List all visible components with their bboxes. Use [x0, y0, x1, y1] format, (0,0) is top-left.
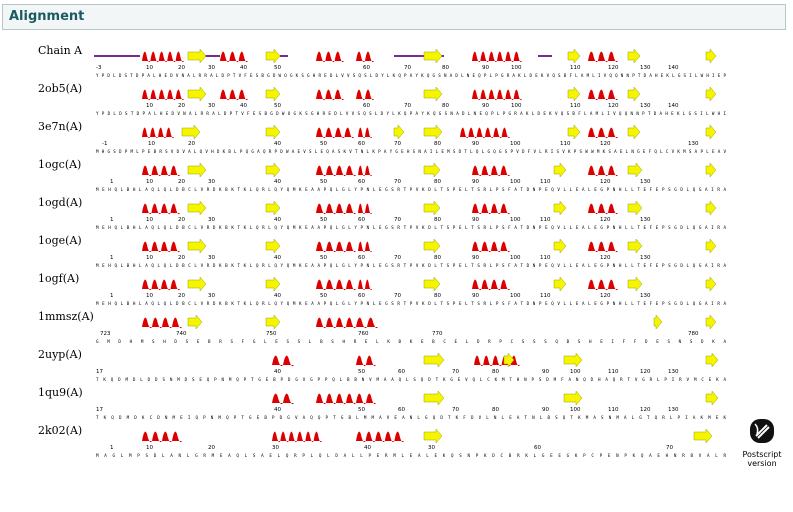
residue-tick-label: 100 — [510, 179, 521, 185]
residue-tick-label: 70 — [394, 179, 401, 185]
helix-mark — [358, 166, 372, 176]
residue-tick-label: 90 — [472, 217, 479, 223]
residue-tick-label: 130 — [688, 141, 699, 147]
secondary-structure-track — [94, 419, 734, 458]
helix-mark — [472, 280, 510, 290]
title-bar — [2, 4, 786, 30]
helix-mark — [272, 394, 294, 404]
residue-tick-label: 120 — [600, 293, 611, 299]
helix-mark — [588, 128, 618, 138]
residue-tick-label: 70 — [394, 141, 401, 147]
secondary-structure-track — [94, 39, 734, 78]
residue-tick-label: 110 — [540, 217, 551, 223]
residue-tick-label: 60 — [363, 65, 370, 71]
residue-tick-label: 50 — [320, 179, 327, 185]
helix-mark — [588, 166, 618, 176]
residue-tick-label: 60 — [358, 293, 365, 299]
strand-arrow — [182, 125, 200, 139]
strand-arrow — [554, 201, 566, 215]
strand-arrow — [628, 277, 642, 291]
residue-tick-label: 80 — [434, 217, 441, 223]
row-label: 2k02(A) — [38, 424, 83, 437]
sequence-text: MAGLMPSDLANLGRMEAQLSAELQRPLQLDALLPERMLEALEKQSNPKDCBRKLGEEGKPCPENPKQAEHNRBVALR — [96, 453, 726, 458]
residue-tick-label: 30 — [272, 445, 279, 451]
strand-arrow — [706, 87, 716, 101]
helix-mark — [316, 318, 356, 328]
helix-mark — [460, 128, 510, 138]
residue-tick-label: 20 — [178, 255, 185, 261]
sequence-text: MHGSDPMLPEBRSVDVALQVHDKBLPQGAQRPDWAEVSLEQASKVTNLKPAYGEHSNAILEMSDTLQLGQGSPVDFVLRISVKPSWWMKSAELNGEFQLCVKMSAPLEAV — [96, 149, 726, 154]
residue-tick-label: 20 — [178, 179, 185, 185]
residue-tick-label: 60 — [398, 407, 405, 413]
row-label: 1qu9(A) — [38, 386, 83, 399]
strand-arrow — [706, 315, 716, 329]
helix-mark — [142, 166, 180, 176]
residue-tick-label: 80 — [434, 255, 441, 261]
strand-arrow — [266, 315, 280, 329]
strand-arrow — [424, 353, 444, 367]
secondary-structure-track — [94, 77, 734, 116]
row-label: 1ogd(A) — [38, 196, 83, 209]
strand-arrow — [266, 87, 280, 101]
residue-tick-label: 50 — [320, 217, 327, 223]
strand-arrow — [266, 125, 280, 139]
residue-tick-label: 750 — [266, 331, 277, 337]
secondary-structure-track — [94, 191, 734, 230]
strand-arrow — [424, 49, 442, 63]
residue-tick-label: 100 — [510, 293, 521, 299]
alignment-row — [0, 424, 740, 459]
residue-tick-label: 130 — [668, 407, 679, 413]
residue-tick-label: 10 — [146, 445, 153, 451]
row-label: 3e7n(A) — [38, 120, 83, 133]
residue-tick-label: 40 — [274, 369, 281, 375]
strand-arrow — [568, 125, 580, 139]
residue-tick-label: 70 — [394, 255, 401, 261]
helix-mark — [356, 432, 404, 442]
residue-tick-label: 780 — [688, 331, 699, 337]
residue-tick-label: 723 — [100, 331, 111, 337]
alignment-row — [0, 386, 740, 421]
residue-tick-label: 1 — [110, 255, 114, 261]
residue-tick-label: 70 — [452, 407, 459, 413]
strand-arrow — [188, 277, 206, 291]
residue-tick-label: 110 — [560, 141, 571, 147]
residue-tick-label: 30 — [208, 217, 215, 223]
residue-tick-label: 10 — [146, 293, 153, 299]
residue-tick-label: 110 — [540, 255, 551, 261]
residue-tick-label: 10 — [146, 103, 153, 109]
residue-tick-label: 20 — [178, 65, 185, 71]
residue-tick-label: 50 — [274, 65, 281, 71]
helix-mark — [316, 128, 354, 138]
helix-mark — [316, 204, 356, 214]
strand-arrow — [266, 239, 280, 253]
helix-mark — [588, 280, 618, 290]
residue-tick-label: 50 — [274, 103, 281, 109]
residue-tick-label: 90 — [482, 65, 489, 71]
postscript-label-line2[interactable]: version — [747, 459, 777, 468]
residue-tick-label: 60 — [363, 103, 370, 109]
residue-tick-label: 110 — [570, 65, 581, 71]
row-label: 2ob5(A) — [38, 82, 83, 95]
residue-tick-label: 90 — [542, 369, 549, 375]
residue-tick-label: 60 — [358, 141, 365, 147]
strand-arrow — [424, 163, 440, 177]
alignment-row — [0, 82, 740, 117]
helix-mark — [142, 280, 180, 290]
residue-tick-label: 70 — [394, 217, 401, 223]
residue-tick-label: -3 — [96, 65, 102, 71]
residue-tick-label: 60 — [358, 255, 365, 261]
strand-arrow — [188, 239, 206, 253]
residue-tick-label: 760 — [358, 331, 369, 337]
helix-mark — [272, 432, 322, 442]
residue-tick-label: 70 — [404, 65, 411, 71]
residue-tick-label: 20 — [178, 293, 185, 299]
residue-tick-label: 30 — [208, 65, 215, 71]
residue-tick-label: 40 — [274, 217, 281, 223]
residue-tick-label: 80 — [492, 369, 499, 375]
residue-tick-label: 40 — [274, 407, 281, 413]
secondary-structure-track — [94, 229, 734, 268]
alignment-row — [0, 272, 740, 307]
residue-tick-label: 770 — [432, 331, 443, 337]
residue-tick-label: 30 — [208, 103, 215, 109]
sequence-text: TKQDMDKCDNMEIQPNMQPTGEBPDGVAQQPTGBLMMAVEANLGQDTKFDVLNLEATNLBSQTKMASNMALGTQRLPIAKMEK — [96, 415, 727, 420]
residue-tick-label: 120 — [600, 255, 611, 261]
helix-mark — [356, 318, 378, 328]
sequence-text: GMDHMSHDSEBRSFGLESSLBSHRELKBKEBCELDRPCSSSQBSHEIFFDESNSDKA — [96, 339, 727, 344]
secondary-structure-track — [94, 267, 734, 306]
alignment-row — [0, 196, 740, 231]
residue-tick-label: 1 — [110, 445, 114, 451]
strand-arrow — [706, 277, 716, 291]
residue-tick-label: 80 — [492, 407, 499, 413]
strand-arrow — [266, 49, 280, 63]
residue-tick-label: 50 — [358, 407, 365, 413]
strand-arrow — [706, 391, 718, 405]
residue-tick-label: 130 — [640, 217, 651, 223]
residue-tick-label: 130 — [640, 179, 651, 185]
strand-arrow — [266, 163, 280, 177]
residue-tick-label: 70 — [452, 369, 459, 375]
residue-tick-label: 90 — [482, 103, 489, 109]
strand-arrow — [568, 49, 580, 63]
helix-mark — [272, 356, 294, 366]
residue-tick-label: 1 — [110, 217, 114, 223]
residue-tick-label: 40 — [274, 293, 281, 299]
strand-arrow — [424, 277, 440, 291]
residue-tick-label: 110 — [540, 179, 551, 185]
residue-tick-label: 100 — [510, 217, 521, 223]
alignment-row — [0, 158, 740, 193]
strand-arrow — [706, 353, 718, 367]
helix-mark — [588, 204, 618, 214]
alignment-row — [0, 44, 740, 79]
residue-tick-label: 40 — [274, 179, 281, 185]
residue-tick-label: 110 — [608, 369, 619, 375]
residue-tick-label: 10 — [148, 141, 155, 147]
residue-tick-label: 100 — [570, 407, 581, 413]
residue-tick-label: 140 — [668, 103, 679, 109]
helix-mark — [142, 242, 180, 252]
strand-arrow — [628, 201, 642, 215]
strand-arrow — [394, 125, 404, 139]
residue-tick-label: 100 — [511, 103, 522, 109]
sequence-text: YPDLDSTDPALHEDVNALRRALDPTVFESBGDWOGKSGHREDLVVSQSLDYLKQPAYKQGSNADLNEQPLPGRAKLDEKVQSBFLAMLIVQQNNPTDAHEKLGSILWHI — [96, 111, 727, 116]
residue-tick-label: 130 — [668, 369, 679, 375]
residue-tick-label: 120 — [640, 407, 651, 413]
strand-arrow — [188, 87, 206, 101]
strand-arrow — [188, 163, 206, 177]
residue-tick-label: 100 — [511, 65, 522, 71]
residue-tick-label: 10 — [146, 179, 153, 185]
helix-mark — [220, 90, 248, 100]
helix-mark — [356, 52, 374, 62]
strand-arrow — [424, 429, 442, 443]
sequence-text: MEHQLBHLAQLQLDBCLVRDKBKTKLQRLQYQMKEAAPQLGLYPNLEGSRTPVKDLTSPELTSRLPSFATDNPEQVLLEALEGPNHLLTEFEPSGDLQGAIRA — [96, 225, 726, 230]
strand-arrow — [706, 163, 716, 177]
residue-tick-label: 70 — [394, 293, 401, 299]
residue-tick-label: -1 — [102, 141, 108, 147]
residue-tick-label: 20 — [208, 445, 215, 451]
residue-tick-label: 110 — [570, 103, 581, 109]
residue-tick-label: 1 — [110, 179, 114, 185]
residue-tick-label: 20 — [178, 217, 185, 223]
postscript-label[interactable] — [742, 450, 782, 468]
helix-mark — [358, 128, 372, 138]
secondary-structure-track — [94, 153, 734, 192]
row-label: 1mmsz(A) — [38, 310, 94, 323]
residue-tick-label: 60 — [358, 217, 365, 223]
row-label: Chain A — [38, 44, 83, 57]
residue-tick-label: 90 — [472, 179, 479, 185]
strand-arrow — [424, 239, 440, 253]
helix-mark — [356, 356, 376, 366]
residue-tick-label: 60 — [358, 179, 365, 185]
residue-tick-label: 100 — [510, 255, 521, 261]
residue-tick-label: 50 — [320, 141, 327, 147]
helix-mark — [358, 242, 372, 252]
strand-arrow — [694, 429, 712, 443]
residue-tick-label: 10 — [146, 65, 153, 71]
residue-tick-label: 130 — [640, 255, 651, 261]
residue-tick-label: 100 — [510, 141, 521, 147]
strand-arrow — [706, 201, 716, 215]
strand-arrow — [554, 277, 566, 291]
helix-mark — [588, 242, 618, 252]
residue-tick-label: 120 — [600, 217, 611, 223]
strand-arrow — [424, 87, 442, 101]
row-label: 2uyp(A) — [38, 348, 82, 361]
residue-tick-label: 90 — [472, 141, 479, 147]
helix-mark — [220, 52, 248, 62]
residue-tick-label: 110 — [608, 407, 619, 413]
helix-mark — [356, 90, 374, 100]
residue-tick-label: 140 — [668, 65, 679, 71]
sequence-text: TKQDMDLDDSNMDSEQPNMQPTGEBPDGVGPPQLBBNVMAAQLSQDTKGEVQLCKMTHNPSDMFANQDHAQRTVGRLPIRVMCEKA — [96, 377, 727, 382]
sequence-text: MEHQLBHLAQLQLDBCLVRDKBKTKLQRLQYQMKEAAPQLGLYPNLEGSRTPVKDLTSPELTSRLPSFATDNPEQVLLEALEGPNHLLTEFEPSGDLQGAIRA — [96, 301, 726, 306]
residue-tick-label: 10 — [146, 255, 153, 261]
helix-mark — [142, 128, 174, 138]
residue-tick-label: 17 — [96, 407, 103, 413]
helix-mark — [358, 204, 372, 214]
strand-arrow — [554, 239, 566, 253]
residue-tick-label: 120 — [608, 65, 619, 71]
secondary-structure-track — [94, 115, 734, 154]
residue-tick-label: 130 — [640, 293, 651, 299]
strand-arrow — [654, 315, 662, 329]
row-label: 1oge(A) — [38, 234, 82, 247]
strand-arrow — [564, 391, 582, 405]
residue-tick-label: 90 — [472, 293, 479, 299]
strand-arrow — [706, 125, 716, 139]
residue-tick-label: 80 — [434, 293, 441, 299]
page-title: Alignment — [9, 9, 85, 24]
residue-tick-label: 130 — [640, 103, 651, 109]
helix-mark — [316, 242, 356, 252]
helix-mark — [588, 90, 618, 100]
secondary-structure-track — [94, 305, 734, 344]
residue-tick-label: 40 — [364, 445, 371, 451]
helix-mark — [316, 90, 344, 100]
residue-tick-label: 60 — [534, 445, 541, 451]
helix-mark — [142, 318, 182, 328]
strand-arrow — [628, 49, 640, 63]
helix-mark — [358, 280, 372, 290]
residue-tick-label: 80 — [442, 103, 449, 109]
helix-mark — [142, 52, 184, 62]
residue-tick-label: 100 — [570, 369, 581, 375]
secondary-structure-track — [94, 343, 734, 382]
residue-tick-label: 50 — [358, 369, 365, 375]
helix-mark — [588, 52, 618, 62]
helix-mark — [316, 166, 356, 176]
alignment-row — [0, 120, 740, 155]
residue-tick-label: 40 — [274, 141, 281, 147]
residue-tick-label: 20 — [188, 141, 195, 147]
residue-tick-label: 20 — [178, 103, 185, 109]
residue-tick-label: 120 — [640, 369, 651, 375]
postscript-label-line1[interactable]: Postscript — [742, 450, 782, 459]
strand-arrow — [568, 87, 580, 101]
residue-tick-label: 40 — [240, 65, 247, 71]
strand-arrow — [628, 239, 642, 253]
residue-tick-label: 740 — [176, 331, 187, 337]
residue-tick-label: 80 — [434, 141, 441, 147]
strand-arrow — [424, 201, 440, 215]
residue-tick-label: 17 — [96, 369, 103, 375]
residue-tick-label: 30 — [208, 293, 215, 299]
strand-arrow — [188, 49, 206, 63]
residue-tick-label: 90 — [472, 255, 479, 261]
secondary-structure-track — [94, 381, 734, 420]
helix-mark — [142, 90, 184, 100]
postscript-version-link[interactable] — [742, 416, 782, 468]
strand-arrow — [628, 87, 640, 101]
helix-mark — [472, 204, 510, 214]
residue-tick-label: 40 — [240, 103, 247, 109]
strand-arrow — [188, 201, 206, 215]
strand-arrow — [628, 125, 640, 139]
helix-mark — [472, 166, 510, 176]
residue-tick-label: 1 — [110, 293, 114, 299]
sequence-text: MEHQLBHLAQLQLDBCLVRDKBKTKLQRLQYQMKEAAPQLGLYPNLEGSRTPVKDLTSPELTSRLPSFATDNPEQVLLEALEGPNHLLTEFEPSGDLQGAIRA — [96, 263, 726, 268]
strand-arrow — [188, 315, 202, 329]
residue-tick-label: 120 — [608, 103, 619, 109]
residue-tick-label: 30 — [208, 255, 215, 261]
strand-arrow — [706, 239, 716, 253]
helix-mark — [472, 90, 522, 100]
alignment-row — [0, 310, 740, 345]
residue-tick-label: 80 — [434, 179, 441, 185]
helix-mark — [356, 394, 376, 404]
residue-tick-label: 120 — [600, 179, 611, 185]
strand-arrow — [266, 201, 280, 215]
helix-mark — [142, 432, 182, 442]
residue-tick-label: 40 — [274, 255, 281, 261]
residue-tick-label: 130 — [640, 65, 651, 71]
strand-arrow — [424, 125, 442, 139]
residue-tick-label: 50 — [320, 293, 327, 299]
postscript-icon[interactable] — [747, 416, 777, 446]
residue-tick-label: 90 — [542, 407, 549, 413]
residue-tick-label: 30 — [428, 445, 435, 451]
residue-tick-label: 50 — [320, 255, 327, 261]
strand-arrow — [424, 391, 444, 405]
alignment-row — [0, 348, 740, 383]
row-label: 1ogc(A) — [38, 158, 82, 171]
residue-tick-label: 120 — [600, 141, 611, 147]
helix-mark — [472, 242, 510, 252]
residue-tick-label: 10 — [146, 217, 153, 223]
strand-arrow — [564, 353, 582, 367]
residue-tick-label: 70 — [404, 103, 411, 109]
strand-arrow — [628, 163, 642, 177]
strand-arrow — [706, 49, 716, 63]
helix-mark — [316, 394, 356, 404]
strand-arrow — [554, 163, 566, 177]
row-label: 1ogf(A) — [38, 272, 80, 285]
strand-arrow — [266, 277, 280, 291]
alignment-row — [0, 234, 740, 269]
helix-mark — [316, 52, 344, 62]
helix-mark — [142, 204, 180, 214]
residue-tick-label: 60 — [398, 369, 405, 375]
residue-tick-label: 30 — [208, 179, 215, 185]
sequence-text: YPDLDSTDPALHEDVNALRRALDPTVFESBGDWOGKSGHREDLVVSQSLDYLKQPAYKQGSNADLNEQPLPGRAKLDEKVQSBFLAMLIVQQNNPTDAHEKLGSILWHIEP — [96, 73, 726, 78]
residue-tick-label: 110 — [540, 293, 551, 299]
sequence-text: MEHQLBHLAQLQLDBCLVRDKBKTKLQRLQYQMKEAAPQLGLYPNLEGSRTPVKDLTSPELTSRLPSFATDNPEQVLLEALEGPNHLLTEFEPSGDLQGAIRA — [96, 187, 726, 192]
helix-mark — [472, 52, 522, 62]
helix-mark — [316, 280, 356, 290]
residue-tick-label: 70 — [666, 445, 673, 451]
residue-tick-label: 80 — [442, 65, 449, 71]
